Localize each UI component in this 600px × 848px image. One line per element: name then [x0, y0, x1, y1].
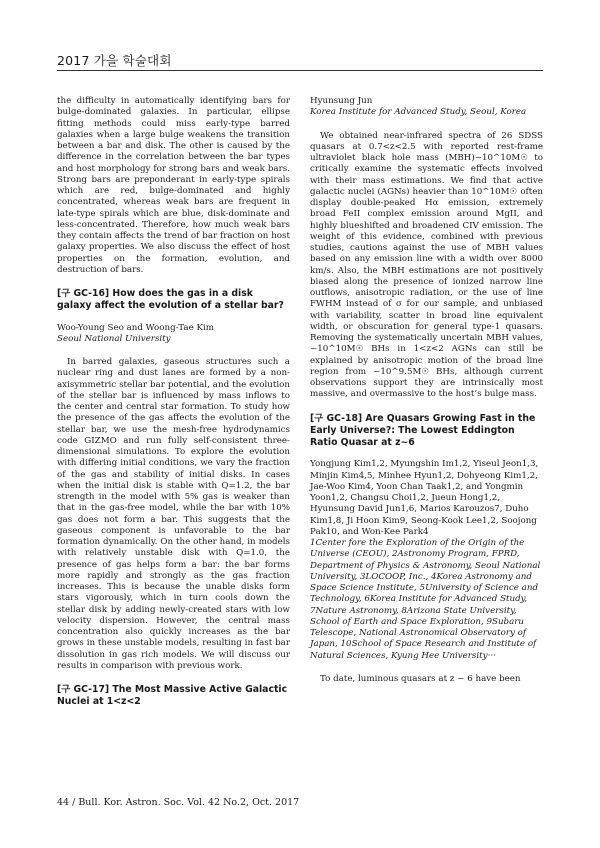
gc16-authors: Woo-Young Seo and Woong-Tae Kim: [57, 322, 214, 333]
gc18-authors: Yongjung Kim1,2, Myungshin Im1,2, Yiseul Jeon1,3, Minjin Kim4,5, Minhee Hyun1,2, Dohyeong Kim1,2, Jae-Woo Kim4, Yoon Chan Taak1,2, and Yongmin Yoon1,2, Changsu Choi1,2, Jueun Hong1,2, Hyunsung David Jun1,6, Marios Karouzos7, Duho Kim1,8, Ji Hoon Kim9, Seong-Kook Lee1,2, Soojong Pak10, and Won-Kee Park4: [310, 459, 539, 537]
page-footer: 44 / Bull. Kor. Astron. Soc. Vol. 42 No.2, Oct. 2017: [57, 797, 300, 808]
header-rule: [57, 70, 543, 71]
gc18-affiliations: 1Center fore the Exploration of the Origin of the Universe (CEOU), 2Astronomy Program, FPRD, Department of Physics & Astronomy, Seoul National University, 3LOCOOP, Inc., 4Korea Astronomy and Space Science Institute, 5University of Science and Technology, 6Korea Institute for Advanced Study, 7Nature Astronomy, 8Arizona State University, School of Earth and Space Exploration, 9Subaru Telescope, National Astronomical Observatory of Japan, 10School of Space Research and Institute of Natural Sciences, Kyung Hee University···: [310, 538, 541, 661]
left-column: [57, 96, 290, 709]
gc17-author: Hyunsung Jun: [310, 96, 373, 106]
gc18-title: [구 GC-18] Are Quasars Growing Fast in the Early Universe?: The Lowest Eddington Ratio Quasar at z~6: [310, 412, 536, 449]
gc16-abstract: In barred galaxies, gaseous structures such a nuclear ring and dust lanes are formed by a non-axisymmetric stellar bar potential, and the evolution of the stellar bar is influenced by mass inflows to the center and central star formation. To study how the presence of the gas affects the evolution of the stellar bar, we use the mesh-free hydrodynamics code GIZMO and run fully self-consistent three-dimensional simulations. To explore the evolution with differing initial conditions, we vary the fraction of the gas and stability of initial disks. In cases when the initial disk is stable with Q=1.2, the bar strength in the model with 5% gas is weaker than that in the gas-free model, while the bar with 10% gas does not form a bar. This suggests that the gaseous component is unfavorable to the bar formation dynamically. On the other hand, in models with relatively unstable disk with Q=1.0, the presence of gas helps form a bar: the bar forms more rapidly and strongly as the gas fraction increases. This is because the unable disks form stars vigorously, which in turn cools down the stellar disk by adding newly-created stars with low velocity dispersion. However, the central mass concentration also quickly increases as the bar grows in these unstable models, resulting in fast bar dissolution in gas rich models. We will discuss our results in comparison with previous work.: [57, 357, 290, 671]
right-column: [310, 96, 543, 685]
continued-abstract: the difficulty in automatically identifying bars for bulge-dominated galaxies. In particular, ellipse fitting methods could miss early-type barred galaxies when a large bulge weakens the transition between a bar and disk. The other is caused by the difference in the correlation between the bar types and host morphology for strong bars and weak bars. Strong bars are preponderant in early-type spirals which are red, bulge-dominated and highly concentrated, whereas weak bars are frequent in late-type spirals which are blue, disk-dominate and less-concentrated. Therefore, how much weak bars they contain affects the trend of bar fraction on host galaxy properties. We also discuss the effect of host properties on the formation, evolution, and destruction of bars.: [57, 96, 290, 275]
gc17-title: [구 GC-17] The Most Massive Active Galactic Nuclei at 1<z<2: [57, 684, 288, 708]
running-header: 2017 가을 학술대회: [57, 53, 172, 68]
gc17-abstract: We obtained near-infrared spectra of 26 SDSS quasars at 0.7<z<2.5 with reported rest-frame ultraviolet black hole mass (MBH)~10^10M☉ to critically examine the systematic effects involved with their mass estimations. We find that active galactic nuclei (AGNs) heavier than 10^10M☉ often display double-peaked Hα emission, extremely broad FeII complex emission around MgII, and highly blueshifted and broadened CIV emission. The weight of this evidence, combined with previous studies, cautions against the use of MBH values based on any emission line with a width over 8000 km/s. Also, the MBH estimations are not positively biased along the presence of ionized narrow line outflows, anisotropic radiation, or the use of line FWHM instead of σ for our sample, and unbiased with variability, scatter in broad line equivalent width, or obscuration for general type-1 quasars. Removing the systematically uncertain MBH values, ~10^10M☉ BHs in 1<z<2 AGNs can still be explained by anisotropic motion of the broad line region from ~10^9.5M☉ BHs, although current observations support they are intrinsically most massive, and overmassive to the host’s bulge mass.: [310, 130, 543, 400]
gc16-affiliation: Seoul National University: [57, 333, 171, 344]
gc18-abstract-start: To date, luminous quasars at z ~ 6 have been: [320, 673, 521, 684]
gc17-affiliation: Korea Institute for Advanced Study, Seoul, Korea: [310, 107, 527, 118]
gc16-title: [구 GC-16] How does the gas in a disk galaxy affect the evolution of a stellar bar?: [57, 288, 284, 312]
